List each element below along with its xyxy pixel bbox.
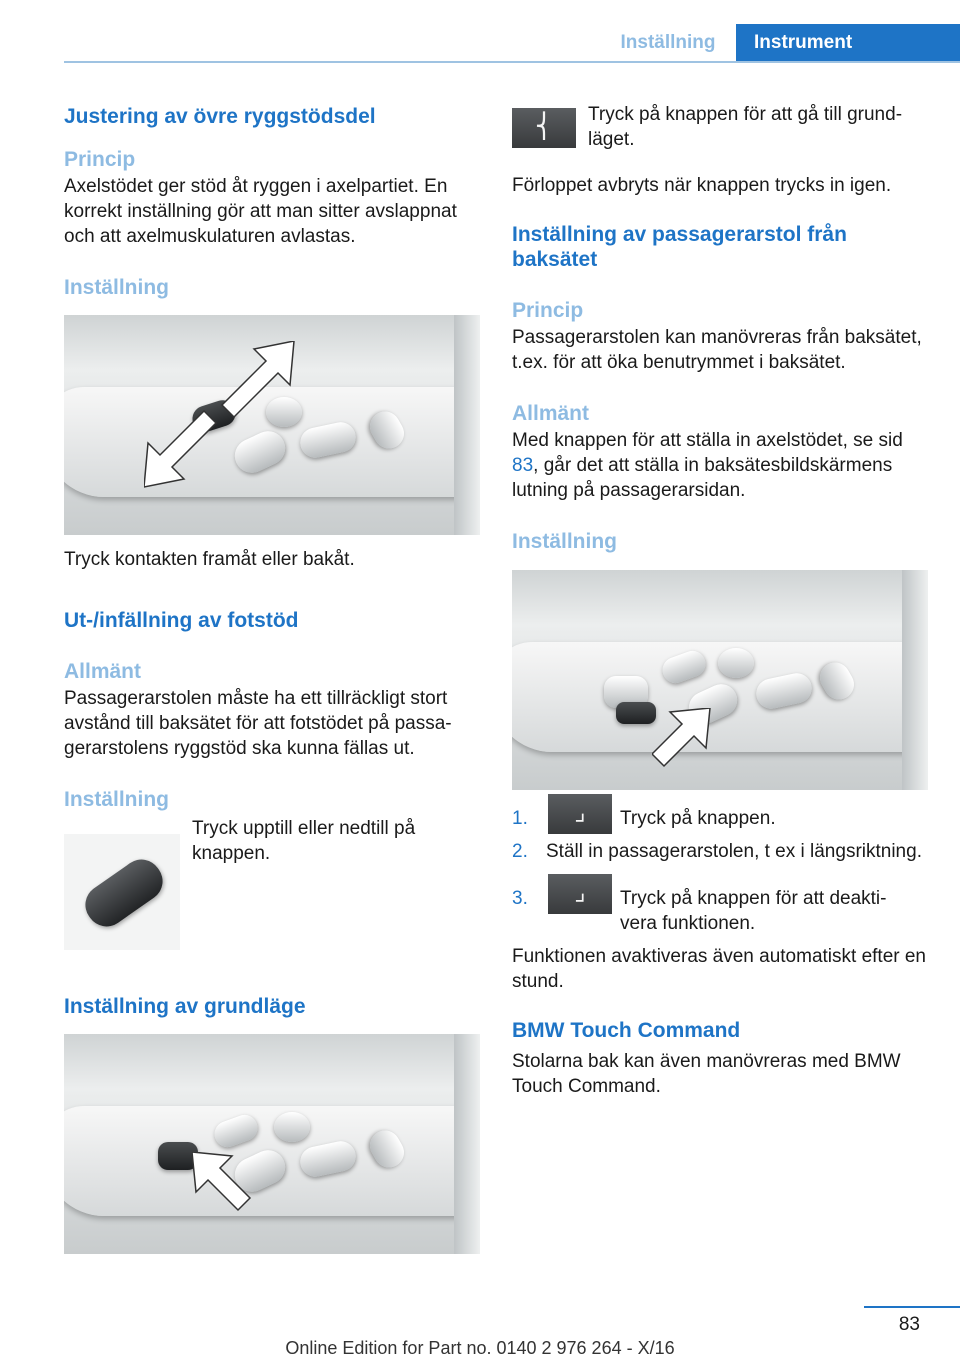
grund-block — [512, 100, 928, 160]
subheading-princip: Princip — [64, 148, 136, 171]
heading-touch-command: BMW Touch Command — [512, 1019, 741, 1042]
left-column — [64, 100, 480, 1254]
subheading-allmant: Allmänt — [64, 660, 142, 683]
page-number: 83 — [898, 1314, 920, 1335]
subheading-princip-2: Princip — [512, 299, 584, 322]
step-number: 2. — [512, 841, 528, 862]
text-allmant: Passagerarstolen måste ha ett tillräckligt stort avstånd till baksätet för att fotstödet på passagerarstolens ryggstöd ska kunna fällas ut. — [64, 688, 452, 759]
arrow-icon — [192, 1152, 252, 1212]
photo-fotstod-button — [64, 834, 180, 950]
heading-justering: Justering av övre ryggstödsdel — [64, 105, 376, 128]
subheading-installning-3: Inställning — [512, 530, 617, 553]
edition-note: Online Edition for Part no. 0140 2 976 264 - X/16 — [285, 1338, 675, 1358]
seat-button-icon: ⌟ — [548, 794, 612, 834]
subheading-installning-1: Inställning — [64, 276, 169, 299]
footer-rule — [864, 1306, 960, 1308]
seat-button-icon: ⌟ — [548, 874, 612, 914]
text-tryck-upptill: Tryck upptill eller nedtill på knappen. — [192, 818, 416, 864]
seat-reset-icon: ⎨ — [512, 108, 576, 148]
step-text: Ställ in passagerarstolen, t ex i längsriktning. — [546, 841, 922, 862]
page-link-83[interactable]: 83 — [512, 455, 534, 476]
text-princip: Axelstödet ger stöd åt ryggen i axelpartiet. En korrekt inställning gör att man sitter avslappnat och att axelmuskulaturen avlastas. — [64, 176, 457, 247]
step-text: Tryck på knappen. — [620, 808, 776, 829]
right-column — [512, 100, 928, 1099]
header-chapter-tab: Instrument — [736, 24, 960, 63]
text-allmant-part1: Med knappen för att ställa in axelstödet, se sid — [512, 430, 903, 451]
steps-list — [512, 799, 928, 936]
photo-seat-controls-1 — [64, 315, 480, 535]
subheading-installning-2: Inställning — [64, 788, 169, 811]
text-grundlage: Tryck på knappen för att gå till grundläget. — [588, 104, 903, 150]
text-avbryt: Förloppet avbryts när knappen trycks in igen. — [512, 175, 892, 196]
header-section-tab: Inställning — [620, 32, 716, 53]
text-auto: Funktionen avaktiveras även automatiskt efter en stund. — [512, 946, 927, 992]
caption-tryck-kontakten: Tryck kontakten framåt eller bakåt. — [64, 549, 355, 570]
text-touch-command: Stolarna bak kan även manövreras med BMW Touch Command. — [512, 1051, 901, 1097]
heading-fotstod: Ut-/infällning av fotstöd — [64, 609, 299, 632]
heading-grundlage: Inställning av grundläge — [64, 995, 306, 1018]
header-rule — [64, 61, 960, 63]
arrow-icon — [652, 708, 712, 768]
step-number: 1. — [512, 808, 528, 829]
list-item — [512, 839, 928, 864]
text-princip-2: Passagerarstolen kan manövreras från baksätet, t.ex. för att öka benutrymmet i baksätet. — [512, 327, 922, 373]
step-number: 3. — [512, 888, 528, 909]
step-text: Tryck på knappen för att deaktivera funktionen. — [620, 888, 887, 934]
heading-passagerarstol: Inställning av passagerarstol från baksätet — [512, 223, 847, 271]
text-allmant-part2: , går det att ställa in baksätesbildskärmens lutning på passagerarsidan. — [512, 455, 893, 501]
fotstod-block — [64, 816, 480, 942]
text-allmant-2 — [512, 428, 928, 503]
arrow-icon — [144, 341, 304, 491]
photo-seat-controls-2 — [64, 1034, 480, 1254]
subheading-allmant-2: Allmänt — [512, 402, 590, 425]
list-item — [512, 879, 928, 936]
photo-seat-controls-3 — [512, 570, 928, 790]
